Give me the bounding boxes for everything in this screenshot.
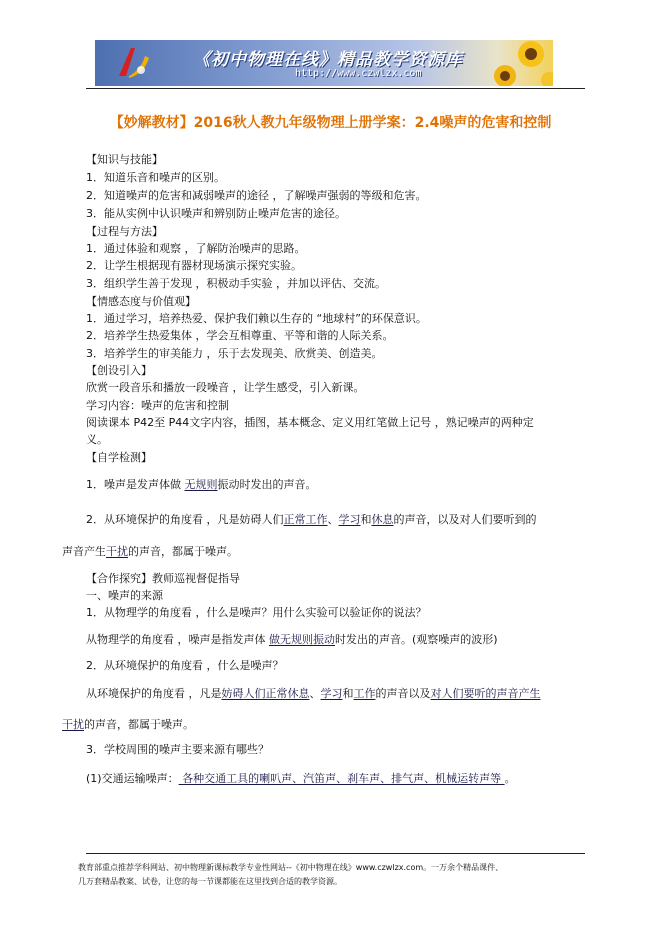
answer-text: 的声音以及	[375, 687, 431, 700]
emotion-item: 2．培养学生热爱集体 ，学会互相尊重、平等和谐的人际关系。	[86, 329, 394, 342]
fill-blank: 学习	[320, 687, 343, 700]
separator: 、	[309, 687, 321, 700]
separator: 和	[342, 687, 354, 700]
process-item: 1．通过体验和观察 ，了解防治噪声的思路。	[86, 242, 306, 255]
fill-blank: 正常工作	[283, 513, 328, 526]
q2-text-end: 的声音，以及对人们要听到的	[393, 513, 537, 526]
reading-instruction-cont: 义。	[86, 433, 108, 446]
banner-url: http://www.czwlzx.com	[295, 68, 422, 79]
emotion-item: 1．通过学习，培养热爱、保护我们赖以生存的 “地球村”的环保意识。	[86, 312, 427, 325]
sunflower-icon	[483, 40, 553, 86]
question-3: 3．学校周围的噪声主要来源有哪些？	[86, 743, 269, 756]
process-item: 3．组织学生善于发现 ，积极动手实验 ，并加以评估、交流。	[86, 277, 386, 290]
reading-instruction: 阅读课本 P42至 P44文字内容，插图，基本概念、定义用红笔做上记号 ，熟记噪声的两种定	[86, 416, 534, 429]
fill-blank: 对人们要听的声音产生	[430, 687, 541, 700]
fill-blank: 无规则	[184, 478, 218, 491]
knowledge-item: 2．知道噪声的危害和减弱噪声的途径 ，了解噪声强弱的等级和危害。	[86, 189, 427, 202]
q1-text-end: 振动时发出的声音。	[217, 478, 317, 491]
answer-text-end: 。	[504, 772, 516, 785]
fill-blank: 妨碍人们正常休息	[221, 687, 310, 700]
answer-text: 从环境保护的角度看 ，凡是	[86, 687, 222, 700]
q2-text: 声音产生	[62, 545, 106, 558]
section-heading: 一、噪声的来源	[86, 589, 163, 602]
answer-3	[86, 772, 516, 786]
footer-line: 几万套精品教案、试卷，让您的每一节课都能在这里找到合适的教学资源。	[78, 877, 342, 886]
fill-blank: 干扰	[62, 718, 84, 731]
knowledge-item: 1．知道乐音和噪声的区别。	[86, 171, 225, 184]
emotion-heading: 【情感态度与价值观】	[86, 295, 196, 308]
fill-blank: 各种交通工具的喇叭声、汽笛声、刹车声、排气声、机械运转声等	[178, 772, 505, 785]
self-check-q2-cont	[62, 545, 238, 559]
intro-heading: 【创设引入】	[86, 364, 152, 377]
answer-2	[86, 687, 541, 701]
footer-line: 教育部重点推荐学科网站、初中物理新课标教学专业性网站--《初中物理在线》www.czwlzx.com。一万余个精品课件、	[78, 863, 504, 872]
fill-blank: 休息	[371, 513, 394, 526]
question-2: 2．从环境保护的角度看 ，什么是噪声？	[86, 659, 284, 672]
separator: 、	[327, 513, 339, 526]
q2-text: 2．从环境保护的角度看 ，凡是妨碍人们	[86, 513, 284, 526]
fill-blank: 学习	[338, 513, 361, 526]
intro-text: 欣赏一段音乐和播放一段噪音 ，让学生感受，引入新课。	[86, 381, 365, 394]
q2-text-end: 的声音，都属于噪声。	[128, 545, 238, 558]
answer-text-end: 时发出的声音。(观察噪声的波形)	[335, 633, 498, 646]
site-logo-icon	[115, 46, 151, 80]
answer-1	[86, 633, 498, 647]
fill-blank: 干扰	[106, 545, 128, 558]
header-divider	[86, 88, 585, 89]
fill-blank: 工作	[353, 687, 376, 700]
cooperate-heading: 【合作探究】教师巡视督促指导	[86, 572, 240, 585]
answer-text-end: 的声音，都属于噪声。	[84, 718, 194, 731]
banner-title: 《初中物理在线》精品教学资源库	[193, 50, 463, 70]
page-title: 【妙解教材】2016秋人教九年级物理上册学案：2.4噪声的危害和控制	[109, 115, 552, 131]
knowledge-heading: 【知识与技能】	[86, 153, 163, 166]
emotion-item: 3．培养学生的审美能力 ，乐于去发现美、欣赏美、创造美。	[86, 347, 383, 360]
question-1: 1．从物理学的角度看 ，什么是噪声？用什么实验可以验证你的说法？	[86, 606, 427, 619]
fill-blank: 做无规则振动	[269, 633, 335, 646]
q1-text: 1．噪声是发声体做	[86, 478, 185, 491]
learning-content: 学习内容：噪声的危害和控制	[86, 399, 229, 412]
self-check-q1	[86, 478, 317, 492]
self-check-heading: 【自学检测】	[86, 451, 152, 464]
process-item: 2．让学生根据现有器材现场演示探究实验。	[86, 259, 302, 272]
self-check-q2	[86, 513, 537, 527]
knowledge-item: 3．能从实例中认识噪声和辨别防止噪声危害的途径。	[86, 207, 346, 220]
header-banner	[95, 40, 553, 86]
answer-text: 从物理学的角度看 ，噪声是指发声体	[86, 633, 269, 646]
footer-divider	[86, 853, 585, 854]
separator: 和	[360, 513, 372, 526]
answer-text: (1)交通运输噪声：	[86, 772, 179, 785]
answer-2-cont	[62, 718, 194, 732]
process-heading: 【过程与方法】	[86, 225, 163, 238]
